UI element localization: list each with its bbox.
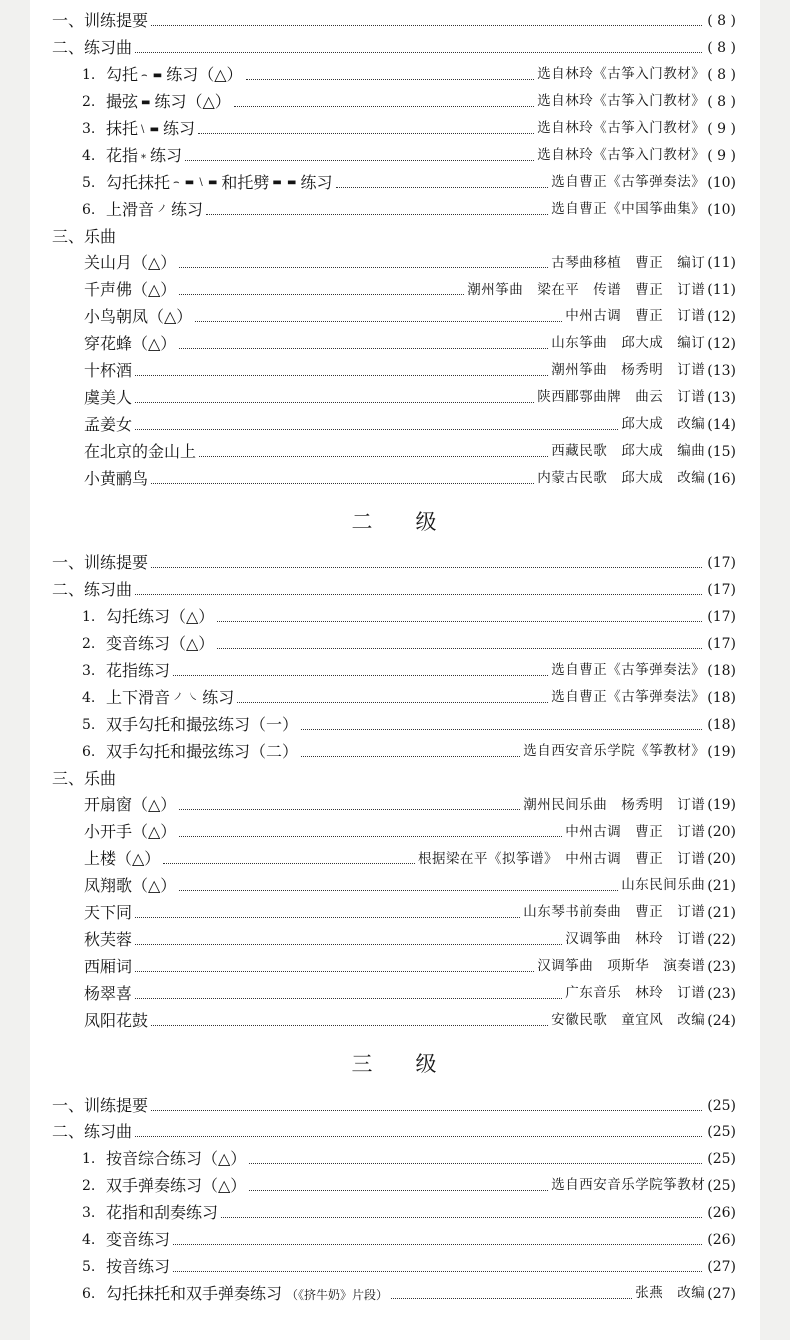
- toc-entry[interactable]: [30, 846, 760, 873]
- entry-title: [52, 555, 148, 571]
- entry-number: 2.: [82, 94, 96, 111]
- toc-entry[interactable]: [30, 169, 760, 196]
- dot-leader: [173, 1243, 702, 1245]
- entry-title-text: 十杯酒: [84, 361, 133, 381]
- dot-leader: [135, 51, 702, 53]
- technique-mark-icon: ノ: [157, 204, 169, 216]
- entry-subtitle: （《挤牛奶》片段）: [286, 1287, 389, 1302]
- dot-leader: [151, 482, 534, 484]
- toc-entry[interactable]: [30, 1227, 760, 1254]
- entry-page-number: (11): [707, 282, 736, 299]
- entry-title-text: 一、训练提要: [52, 1095, 149, 1115]
- entry-page-number: ( 8 ): [707, 40, 736, 57]
- entry-title-text: 和托劈: [221, 172, 270, 192]
- dot-leader: [217, 647, 702, 649]
- entry-page-number: (17): [707, 636, 736, 653]
- toc-entry[interactable]: [30, 711, 760, 738]
- dot-leader: [179, 347, 548, 349]
- toc-entry[interactable]: [30, 1253, 760, 1280]
- entry-title: [84, 309, 192, 325]
- dot-leader: [179, 889, 618, 891]
- entry-page-number: (12): [707, 336, 736, 353]
- entry-title-text: 杨翠喜: [84, 983, 133, 1003]
- entry-source: 西藏民歌 邱大成 编曲: [551, 442, 706, 459]
- entry-title: [106, 1256, 171, 1276]
- entry-page-number: (18): [707, 716, 736, 733]
- dot-leader: [173, 1270, 702, 1272]
- toc-entry[interactable]: [30, 142, 760, 169]
- entry-title: [52, 582, 132, 598]
- entry-title: [106, 714, 299, 734]
- entry-title-text: 凤翔歌（△）: [84, 876, 177, 896]
- toc-entry[interactable]: [30, 927, 760, 954]
- dot-leader: [336, 186, 549, 188]
- entry-page-number: (21): [707, 905, 736, 922]
- toc-entry[interactable]: [30, 358, 760, 385]
- entry-page-number: (14): [707, 416, 736, 433]
- entry-title: [84, 336, 176, 352]
- technique-mark-icon: ⁎: [141, 150, 148, 162]
- dot-leader: [391, 1297, 632, 1299]
- entry-title-text: 练习（△）: [166, 65, 243, 85]
- toc-entry[interactable]: [30, 631, 760, 658]
- entry-title-text: 双手勾托和撮弦练习（一）: [106, 714, 299, 734]
- dot-leader: [301, 755, 520, 757]
- level-2-heading-label: 级: [415, 510, 439, 535]
- toc-entry[interactable]: [30, 384, 760, 411]
- entry-source: 选自曹正《古筝弹奏法》: [551, 174, 706, 191]
- entry-title-text: 三、乐曲: [52, 226, 117, 246]
- entry-page-number: ( 9 ): [707, 147, 736, 164]
- entry-title-text: 练习（△）: [154, 92, 231, 112]
- entry-title-text: 一、训练提要: [52, 553, 149, 573]
- entry-number: 1.: [82, 67, 96, 84]
- entry-page-number: (17): [707, 555, 736, 572]
- toc-entry[interactable]: [30, 250, 760, 277]
- entry-title-text: 双手弹奏练习（△）: [106, 1176, 247, 1196]
- level-1-section: [30, 8, 760, 492]
- entry-number: 6.: [82, 201, 96, 218]
- entry-title: [52, 13, 148, 29]
- entry-number: 5.: [82, 1258, 96, 1275]
- entry-title-text: 按音综合练习（△）: [106, 1149, 247, 1169]
- toc-entry[interactable]: [30, 577, 760, 604]
- level-3-heading-label: 级: [415, 1052, 439, 1077]
- entry-title: [52, 40, 132, 56]
- entry-title-text: 上楼（△）: [84, 849, 161, 869]
- dot-leader: [151, 566, 702, 568]
- entry-title: [106, 1205, 218, 1221]
- entry-source: 内蒙古民歌 邱大成 改编: [537, 469, 706, 486]
- entry-title: [106, 687, 235, 707]
- toc-entry[interactable]: [30, 304, 760, 331]
- entry-title-text: 花指和刮奏练习: [106, 1203, 219, 1223]
- entry-number: 2.: [82, 636, 96, 653]
- toc-entry[interactable]: [30, 684, 760, 711]
- entry-source: 选自曹正《古筝弹奏法》: [551, 689, 706, 706]
- entry-page-number: (26): [707, 1231, 736, 1248]
- entry-title: [106, 609, 214, 625]
- entry-page-number: (25): [707, 1151, 736, 1168]
- entry-source: 古琴曲移植 曹正 编订: [551, 254, 706, 271]
- level-2-heading-number: 二: [351, 510, 375, 535]
- dot-leader: [195, 320, 562, 322]
- entry-number: 6.: [82, 743, 96, 760]
- entry-source: 选自西安音乐学院《筝教材》: [523, 742, 706, 759]
- entry-title: [84, 851, 160, 867]
- toc-entry[interactable]: [30, 196, 760, 223]
- entry-title-text: 花指: [106, 145, 139, 165]
- toc-entry[interactable]: [30, 277, 760, 304]
- entry-title-text: 上滑音: [106, 199, 155, 219]
- dot-leader: [217, 620, 702, 622]
- entry-title-text: 撮弦: [106, 92, 139, 112]
- entry-number: 3.: [82, 121, 96, 137]
- technique-mark-icon: ノ ㇏: [173, 692, 200, 704]
- entry-title-text: 在北京的金山上: [84, 441, 197, 461]
- entry-title: [52, 1124, 132, 1140]
- entry-page-number: (27): [707, 1258, 736, 1275]
- toc-entry[interactable]: [30, 89, 760, 116]
- toc-entry[interactable]: [30, 1146, 760, 1173]
- entry-source: 山东琴书前奏曲 曹正 订谱: [523, 904, 706, 921]
- entry-title-text: 练习: [163, 119, 196, 138]
- entry-page-number: (15): [707, 443, 736, 460]
- entry-source: 根据梁在平《拟筝谱》 中州古调 曹正 订谱: [418, 850, 706, 867]
- toc-entry[interactable]: [30, 1007, 760, 1034]
- dot-leader: [206, 213, 548, 215]
- entry-title-text: 勾托抹托和双手弹奏练习: [106, 1283, 283, 1303]
- toc-entry[interactable]: [30, 62, 760, 89]
- entry-source: 选自曹正《古筝弹奏法》: [551, 662, 706, 679]
- toc-page: [30, 0, 760, 1340]
- entry-page-number: (13): [707, 389, 736, 406]
- entry-title-text: 一、训练提要: [52, 11, 149, 31]
- entry-title: [84, 905, 132, 921]
- entry-title-text: 孟姜女: [84, 414, 133, 434]
- dot-leader: [185, 159, 534, 161]
- table-of-contents: [30, 8, 760, 1307]
- dot-leader: [135, 997, 562, 999]
- entry-title: [84, 363, 132, 379]
- toc-entry[interactable]: [30, 35, 760, 62]
- entry-number: 3.: [82, 663, 96, 680]
- entry-page-number: (21): [707, 878, 736, 895]
- entry-source: 潮州筝曲 梁在平 传谱 曹正 订谱: [467, 281, 706, 298]
- entry-page-number: (17): [707, 582, 736, 599]
- dot-leader: [179, 808, 520, 810]
- entry-title-text: 花指练习: [106, 661, 171, 681]
- entry-number: 2.: [82, 1178, 96, 1195]
- entry-title: [106, 67, 243, 83]
- entry-title: [84, 282, 176, 298]
- entry-title: [84, 387, 133, 407]
- dot-leader: [135, 593, 702, 595]
- entry-title-text: 变音练习（△）: [106, 634, 215, 654]
- dot-leader: [151, 1024, 548, 1026]
- entry-title: [106, 145, 183, 165]
- entry-title-text: 二、练习曲: [52, 38, 133, 58]
- dot-leader: [179, 835, 562, 837]
- entry-page-number: (17): [707, 609, 736, 626]
- level-2-section: [30, 550, 760, 1034]
- entry-title: [106, 1229, 171, 1249]
- dot-leader: [199, 455, 548, 457]
- entry-page-number: ( 8 ): [707, 13, 736, 30]
- entry-page-number: (19): [707, 743, 736, 760]
- entry-page-number: (10): [707, 201, 736, 218]
- dot-leader: [237, 701, 548, 703]
- entry-title-text: 三、乐曲: [52, 768, 117, 788]
- toc-entry[interactable]: [30, 1173, 760, 1200]
- level-3-heading: [30, 1034, 760, 1092]
- entry-source: 选自西安音乐学院筝教材: [551, 1177, 706, 1194]
- toc-entry[interactable]: [30, 1280, 760, 1307]
- entry-title-text: 练习: [300, 172, 333, 192]
- entry-title-text: 开扇窗（△）: [84, 795, 177, 815]
- entry-page-number: (26): [707, 1205, 736, 1222]
- entry-title: [52, 768, 117, 788]
- dot-leader: [135, 943, 562, 945]
- entry-number: 5.: [82, 716, 96, 733]
- toc-entry[interactable]: [30, 465, 760, 492]
- entry-page-number: (23): [707, 985, 736, 1002]
- entry-title-text: 练习: [171, 199, 204, 219]
- entry-source: 潮州筝曲 杨秀明 订谱: [551, 362, 706, 379]
- entry-title: [84, 929, 133, 949]
- toc-entry[interactable]: [30, 604, 760, 631]
- technique-mark-icon: ▬ ▬: [272, 177, 298, 189]
- entry-title-text: 练习: [202, 687, 235, 707]
- dot-leader: [198, 132, 534, 134]
- entry-source: 中州古调 曹正 订谱: [565, 823, 706, 840]
- toc-entry[interactable]: [30, 953, 760, 980]
- entry-title-text: 小鸟朝凤（△）: [84, 307, 193, 327]
- entry-title-text: 双手勾托和撮弦练习（二）: [106, 741, 299, 761]
- entry-title-text: 天下同: [84, 903, 133, 923]
- toc-entry[interactable]: [30, 819, 760, 846]
- entry-title: [106, 121, 195, 137]
- entry-source: 广东音乐 林玲 订谱: [565, 984, 706, 1001]
- entry-title: [106, 663, 170, 679]
- toc-entry[interactable]: [30, 980, 760, 1007]
- dot-leader: [135, 1135, 702, 1137]
- level-3-section: [30, 1092, 760, 1307]
- toc-entry[interactable]: [30, 223, 760, 250]
- toc-entry[interactable]: [30, 550, 760, 577]
- entry-number: 4.: [82, 147, 96, 164]
- entry-page-number: (23): [707, 958, 736, 975]
- entry-page-number: (16): [707, 470, 736, 487]
- entry-title-text: 变音练习: [106, 1229, 171, 1249]
- entry-number: 1.: [82, 1151, 96, 1168]
- entry-title: [106, 1178, 246, 1194]
- entry-number: 4.: [82, 1231, 96, 1248]
- dot-leader: [179, 293, 464, 295]
- entry-page-number: (25): [707, 1124, 736, 1141]
- toc-entry[interactable]: [30, 1200, 760, 1227]
- entry-page-number: ( 8 ): [707, 67, 736, 84]
- entry-title: [106, 94, 231, 110]
- toc-entry[interactable]: [30, 331, 760, 358]
- dot-leader: [163, 862, 415, 864]
- toc-entry[interactable]: [30, 792, 760, 819]
- entry-source: 汉调筝曲 项斯华 演奏谱: [537, 958, 706, 975]
- dot-leader: [173, 674, 548, 676]
- entry-title: [84, 983, 133, 1003]
- toc-entry[interactable]: [30, 438, 760, 465]
- dot-leader: [301, 728, 702, 730]
- dot-leader: [135, 401, 534, 403]
- toc-entry[interactable]: [30, 1119, 760, 1146]
- dot-leader: [249, 1162, 702, 1164]
- toc-entry[interactable]: [30, 765, 760, 792]
- entry-source: 安徽民歌 童宜风 改编: [551, 1011, 706, 1028]
- entry-page-number: ( 8 ): [707, 94, 736, 111]
- entry-title: [84, 878, 176, 894]
- dot-leader: [135, 970, 534, 972]
- entry-source: 选自林玲《古筝入门教材》: [537, 93, 706, 110]
- dot-leader: [234, 105, 534, 107]
- entry-title: [84, 441, 197, 461]
- dot-leader: [179, 266, 548, 268]
- dot-leader: [151, 1109, 702, 1111]
- technique-mark-icon: ⌢ ▬: [141, 69, 164, 81]
- entry-page-number: (11): [707, 255, 736, 272]
- entry-page-number: (25): [707, 1097, 736, 1114]
- entry-source: 选自曹正《中国筝曲集》: [551, 200, 706, 217]
- toc-entry[interactable]: [30, 116, 760, 143]
- entry-title: [52, 226, 117, 246]
- level-2-heading: [30, 492, 760, 550]
- dot-leader: [135, 374, 548, 376]
- entry-title: [84, 797, 176, 813]
- entry-title-text: 按音练习: [106, 1256, 171, 1276]
- entry-title-text: 西厢词: [84, 956, 133, 976]
- entry-source: 陕西郿鄠曲牌 曲云 订谱: [537, 389, 706, 406]
- entry-number: 4.: [82, 689, 96, 706]
- entry-number: 5.: [82, 174, 96, 191]
- entry-title-text: 二、练习曲: [52, 580, 133, 600]
- entry-title-text: 凤阳花鼓: [84, 1010, 149, 1030]
- entry-title: [84, 956, 133, 976]
- entry-title: [84, 255, 176, 271]
- entry-title-text: 小开手（△）: [84, 822, 177, 842]
- toc-entry[interactable]: [30, 411, 760, 438]
- entry-page-number: (24): [707, 1012, 736, 1029]
- entry-title: [106, 199, 204, 219]
- entry-title: [84, 468, 149, 488]
- toc-entry[interactable]: [30, 738, 760, 765]
- entry-source: 张燕 改编: [635, 1284, 706, 1301]
- entry-title: [84, 414, 133, 434]
- entry-title-text: 穿花蜂（△）: [84, 334, 177, 354]
- entry-page-number: (18): [707, 689, 736, 706]
- entry-title-text: 关山月（△）: [84, 253, 177, 273]
- technique-mark-icon: ⌢ ▬ \ ▬: [173, 177, 219, 189]
- entry-title: [106, 1151, 246, 1167]
- entry-source: 汉调筝曲 林玲 订谱: [565, 931, 706, 948]
- entry-source: 选自林玲《古筝入门教材》: [537, 66, 706, 83]
- toc-entry[interactable]: [30, 900, 760, 927]
- entry-number: 1.: [82, 609, 96, 626]
- entry-page-number: (10): [707, 174, 736, 191]
- entry-page-number: (20): [707, 824, 736, 841]
- entry-page-number: ( 9 ): [707, 121, 736, 137]
- dot-leader: [246, 78, 535, 80]
- entry-title-text: 秋芙蓉: [84, 929, 133, 949]
- toc-entry[interactable]: [30, 658, 760, 685]
- entry-title-text: 小黄鹂鸟: [84, 468, 149, 488]
- entry-title-text: 勾托抹托: [106, 172, 171, 192]
- entry-title: [84, 824, 176, 840]
- toc-entry[interactable]: [30, 1092, 760, 1119]
- entry-page-number: (19): [707, 797, 736, 814]
- entry-source: 选自林玲《古筝入门教材》: [537, 147, 706, 164]
- entry-title-text: 勾托练习（△）: [106, 607, 215, 627]
- entry-title: [106, 1283, 389, 1303]
- dot-leader: [249, 1189, 548, 1191]
- dot-leader: [135, 428, 618, 430]
- entry-page-number: (22): [707, 931, 736, 948]
- entry-source: 中州古调 曹正 订谱: [565, 308, 706, 325]
- dot-leader: [221, 1216, 702, 1218]
- entry-source: 选自林玲《古筝入门教材》: [537, 120, 706, 137]
- technique-mark-icon: \ ▬: [141, 123, 161, 135]
- entry-title-text: 上下滑音: [106, 687, 171, 707]
- entry-title: [106, 172, 333, 192]
- entry-page-number: (20): [707, 851, 736, 868]
- entry-number: 3.: [82, 1205, 96, 1222]
- entry-source: 山东筝曲 邱大成 编订: [551, 335, 706, 352]
- entry-title-text: 练习: [150, 145, 183, 165]
- toc-entry[interactable]: [30, 8, 760, 35]
- entry-title: [84, 1010, 149, 1030]
- entry-source: 潮州民间乐曲 杨秀明 订谱: [523, 796, 706, 813]
- entry-title: [52, 1095, 149, 1115]
- entry-source: 山东民间乐曲: [621, 877, 706, 894]
- entry-page-number: (25): [707, 1178, 736, 1195]
- dot-leader: [151, 24, 702, 26]
- entry-page-number: (12): [707, 309, 736, 326]
- entry-title: [106, 741, 299, 761]
- entry-number: 6.: [82, 1285, 96, 1302]
- entry-page-number: (13): [707, 363, 736, 380]
- entry-title-text: 抹托: [106, 119, 139, 138]
- technique-mark-icon: ▬: [141, 96, 152, 108]
- dot-leader: [135, 916, 520, 918]
- entry-title-text: 千声佛（△）: [84, 280, 177, 300]
- entry-page-number: (27): [707, 1285, 736, 1302]
- toc-entry[interactable]: [30, 873, 760, 900]
- entry-title-text: 虞美人: [84, 387, 133, 407]
- entry-title-text: 二、练习曲: [52, 1122, 133, 1142]
- entry-title: [106, 636, 214, 652]
- entry-page-number: (18): [707, 663, 736, 680]
- entry-title-text: 勾托: [106, 65, 139, 85]
- level-3-heading-number: 三: [351, 1052, 375, 1077]
- entry-source: 邱大成 改编: [621, 416, 706, 433]
